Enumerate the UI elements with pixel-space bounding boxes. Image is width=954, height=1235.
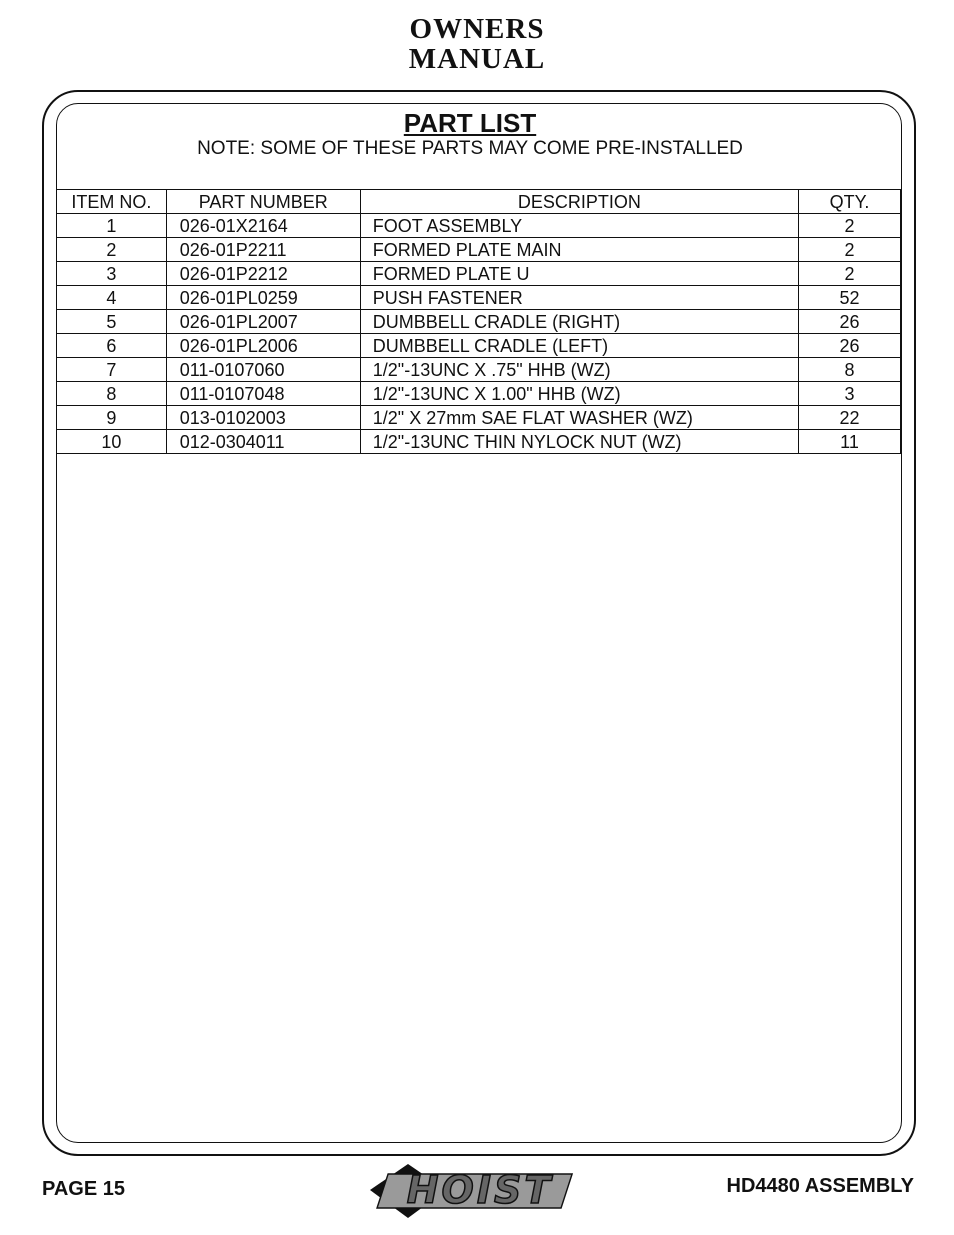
qty-cell: 26 <box>799 334 901 358</box>
table-row <box>57 310 901 334</box>
item-no-cell: 10 <box>57 430 167 454</box>
manual-header <box>0 14 954 74</box>
description-cell: 1/2"-13UNC X 1.00" HHB (WZ) <box>360 382 798 406</box>
description-cell: FORMED PLATE U <box>360 262 798 286</box>
part-number-cell: 026-01PL2006 <box>166 334 360 358</box>
description-cell: 1/2"-13UNC X .75" HHB (WZ) <box>360 358 798 382</box>
description-cell: FORMED PLATE MAIN <box>360 238 798 262</box>
column-header-qty: QTY. <box>799 190 901 214</box>
description-cell: 1/2"-13UNC THIN NYLOCK NUT (WZ) <box>360 430 798 454</box>
column-header-part-number: PART NUMBER <box>166 190 360 214</box>
table-row <box>57 214 901 238</box>
qty-cell: 8 <box>799 358 901 382</box>
item-no-cell: 9 <box>57 406 167 430</box>
part-number-cell: 026-01P2212 <box>166 262 360 286</box>
table-row <box>57 238 901 262</box>
qty-cell: 52 <box>799 286 901 310</box>
table-row <box>57 358 901 382</box>
item-no-cell: 6 <box>57 334 167 358</box>
description-cell: DUMBBELL CRADLE (RIGHT) <box>360 310 798 334</box>
part-number-cell: 013-0102003 <box>166 406 360 430</box>
page-number: PAGE 15 <box>42 1178 125 1200</box>
table-row <box>57 334 901 358</box>
part-number-cell: 026-01PL2007 <box>166 310 360 334</box>
qty-cell: 2 <box>799 262 901 286</box>
description-cell: 1/2" X 27mm SAE FLAT WASHER (WZ) <box>360 406 798 430</box>
parts-table <box>56 189 901 454</box>
part-number-cell: 012-0304011 <box>166 430 360 454</box>
qty-cell: 26 <box>799 310 901 334</box>
qty-cell: 2 <box>799 214 901 238</box>
description-cell: DUMBBELL CRADLE (LEFT) <box>360 334 798 358</box>
table-row <box>57 406 901 430</box>
table-row <box>57 286 901 310</box>
qty-cell: 22 <box>799 406 901 430</box>
qty-cell: 2 <box>799 238 901 262</box>
description-cell: PUSH FASTENER <box>360 286 798 310</box>
description-cell: FOOT ASSEMBLY <box>360 214 798 238</box>
item-no-cell: 3 <box>57 262 167 286</box>
table-header-row <box>57 190 901 214</box>
header-line-1: OWNERS <box>409 13 545 45</box>
qty-cell: 11 <box>799 430 901 454</box>
header-line-2: MANUAL <box>408 43 546 75</box>
table-row <box>57 430 901 454</box>
part-list-note: NOTE: SOME OF THESE PARTS MAY COME PRE-INSTALLED <box>197 138 743 159</box>
item-no-cell: 5 <box>57 310 167 334</box>
part-number-cell: 026-01PL0259 <box>166 286 360 310</box>
item-no-cell: 4 <box>57 286 167 310</box>
part-number-cell: 026-01X2164 <box>166 214 360 238</box>
item-no-cell: 2 <box>57 238 167 262</box>
part-number-cell: 026-01P2211 <box>166 238 360 262</box>
qty-cell: 3 <box>799 382 901 406</box>
item-no-cell: 1 <box>57 214 167 238</box>
table-row <box>57 382 901 406</box>
logo-text: HOIST <box>406 1168 554 1212</box>
assembly-label: HD4480 ASSEMBLY <box>726 1175 914 1197</box>
hoist-logo <box>370 1162 590 1220</box>
table-row <box>57 262 901 286</box>
part-number-cell: 011-0107060 <box>166 358 360 382</box>
column-header-item: ITEM NO. <box>57 190 167 214</box>
item-no-cell: 7 <box>57 358 167 382</box>
part-number-cell: 011-0107048 <box>166 382 360 406</box>
column-header-description: DESCRIPTION <box>360 190 798 214</box>
part-list-title: PART LIST <box>403 108 537 138</box>
item-no-cell: 8 <box>57 382 167 406</box>
